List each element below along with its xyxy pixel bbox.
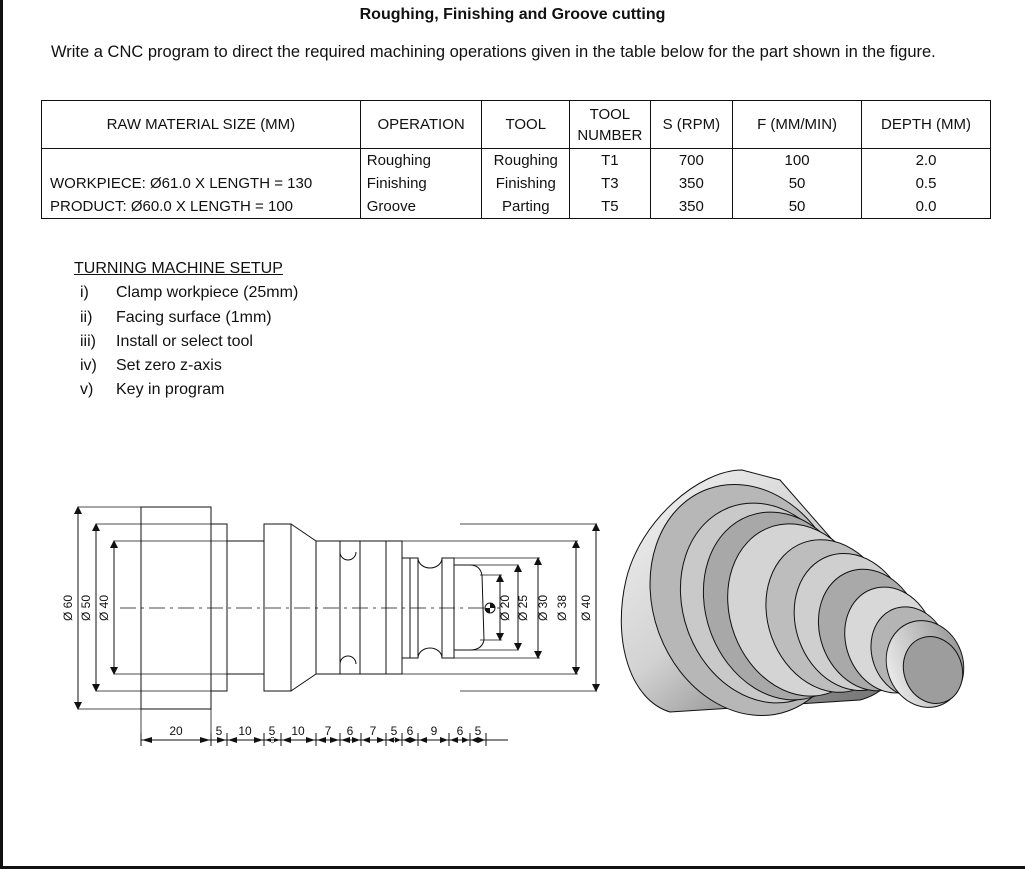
diameter-label: Ø 25 (516, 594, 530, 622)
operation-cell: Groove (360, 195, 482, 219)
operation-cell: Roughing (360, 149, 482, 173)
header-tool: TOOL (482, 101, 570, 149)
tool-cell: Roughing (482, 149, 570, 173)
length-label: 20 (169, 724, 183, 738)
length-label: 10 (238, 724, 252, 738)
header-depth: DEPTH (MM) (862, 101, 991, 149)
length-label: 5 (215, 724, 223, 738)
length-label: 5 (474, 724, 482, 738)
diameter-label: Ø 50 (79, 594, 93, 622)
tool-number-cell: T5 (570, 195, 650, 219)
length-label: 6 (456, 724, 464, 738)
datum-symbol (485, 603, 495, 613)
length-label: 6 (346, 724, 354, 738)
tool-cell: Parting (482, 195, 570, 219)
step-text: Key in program (116, 381, 225, 399)
length-label: 9 (430, 724, 438, 738)
instruction-text: Write a CNC program to direct the required machining operations given in the table below for the part shown in the figure. (51, 43, 936, 61)
diameter-label: Ø 40 (97, 594, 111, 622)
diameter-label: Ø 40 (579, 594, 593, 622)
tool-number-cell: T1 (570, 149, 650, 173)
header-feed: F (MM/MIN) (733, 101, 862, 149)
step-number: ii) (80, 308, 93, 326)
depth-cell: 2.0 (862, 149, 991, 173)
operation-cell: Finishing (360, 172, 482, 195)
length-label: 7 (369, 724, 377, 738)
diameter-label: Ø 60 (61, 594, 75, 622)
tool-cell: Finishing (482, 172, 570, 195)
diameter-label: Ø 20 (498, 594, 512, 622)
page-title: Roughing, Finishing and Groove cutting (359, 6, 666, 23)
setup-heading: TURNING MACHINE SETUP (74, 260, 283, 277)
step-number: v) (80, 381, 94, 399)
header-speed: S (RPM) (650, 101, 733, 149)
depth-cell: 0.0 (862, 195, 991, 219)
step-text: Install or select tool (116, 332, 253, 350)
speed-cell: 700 (650, 149, 733, 173)
raw-material-product: PRODUCT: Ø60.0 X LENGTH = 100 (42, 195, 361, 219)
feed-cell: 50 (733, 172, 862, 195)
step-text: Facing surface (1mm) (116, 308, 272, 326)
depth-cell: 0.5 (862, 172, 991, 195)
raw-material-workpiece: WORKPIECE: Ø61.0 X LENGTH = 130 (42, 172, 361, 195)
diameter-label: Ø 30 (536, 594, 550, 622)
step-text: Clamp workpiece (25mm) (116, 284, 299, 302)
length-label: 10 (291, 724, 305, 738)
length-label: 5 (390, 724, 398, 738)
length-label: 7 (324, 724, 332, 738)
header-operation: OPERATION (360, 101, 482, 149)
step-text: Set zero z-axis (116, 357, 222, 375)
feed-cell: 100 (733, 149, 862, 173)
step-number: iii) (80, 332, 96, 350)
step-number: i) (80, 284, 89, 302)
part-3d-render (618, 457, 975, 744)
header-tool-number: TOOL NUMBER (570, 101, 650, 149)
tool-number-cell: T3 (570, 172, 650, 195)
speed-cell: 350 (650, 172, 733, 195)
step-number: iv) (80, 357, 97, 375)
length-label: 5 (268, 724, 276, 738)
feed-cell: 50 (733, 195, 862, 219)
diameter-label: Ø 38 (555, 594, 569, 622)
length-label: 6 (406, 724, 414, 738)
speed-cell: 350 (650, 195, 733, 219)
header-raw-material: RAW MATERIAL SIZE (MM) (42, 101, 361, 149)
length-labels (169, 724, 481, 738)
